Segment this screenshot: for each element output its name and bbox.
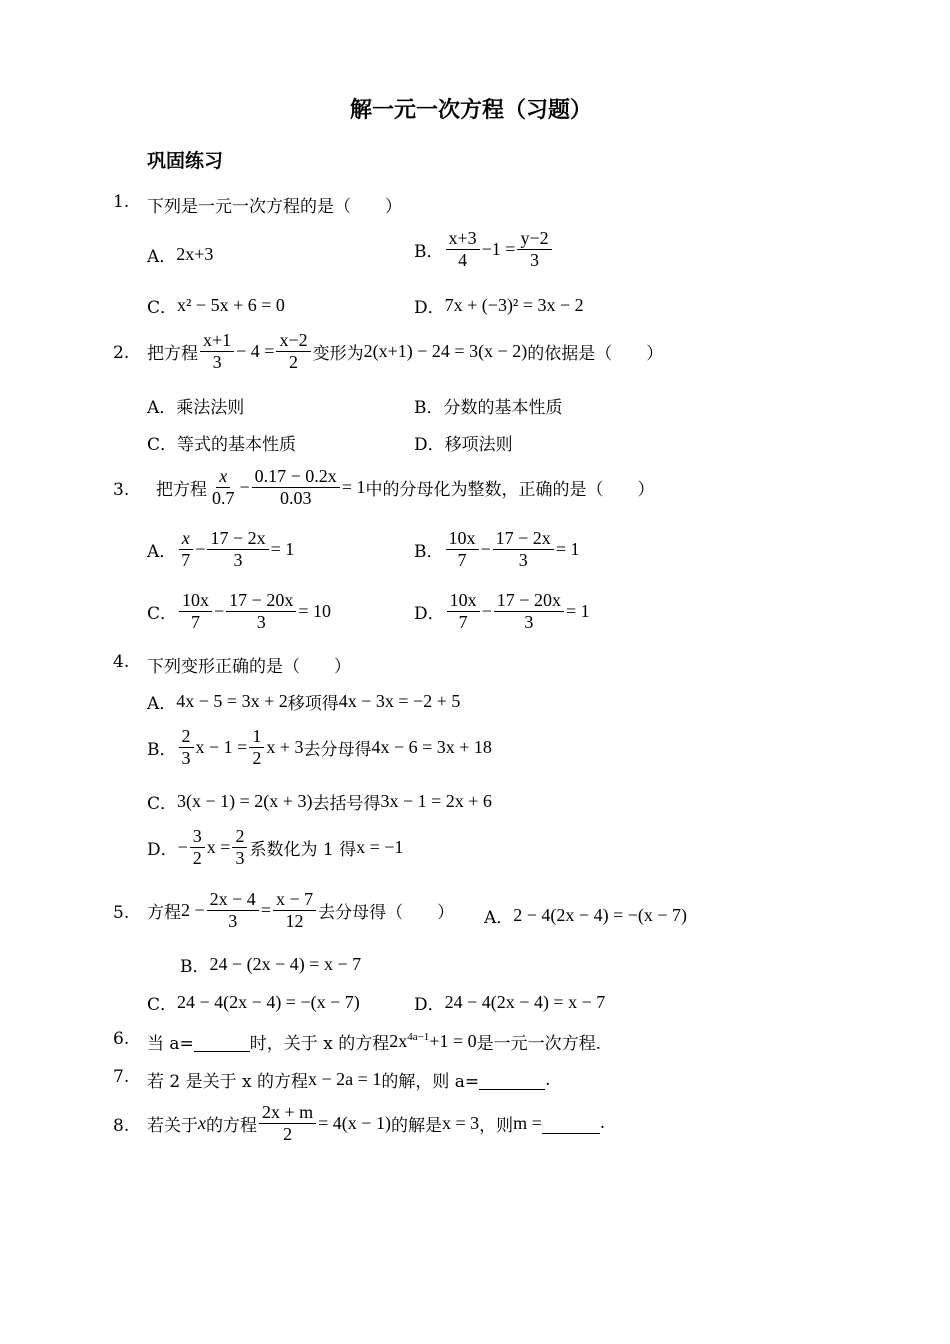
- numerator: 0.17 − 0.2x: [252, 466, 340, 488]
- question-2-number: 2.: [113, 343, 130, 363]
- question-3-option-d: [414, 590, 590, 632]
- equation: x =: [206, 836, 231, 857]
- numerator: 17 − 20x: [226, 590, 296, 612]
- equation: 3(x − 1) = 2(x + 3): [177, 791, 313, 811]
- question-5-option-a: [484, 903, 687, 928]
- operator: −: [214, 600, 225, 621]
- denominator: 7: [181, 549, 191, 570]
- variable: m =: [513, 1112, 542, 1133]
- option-label: C．: [147, 298, 178, 318]
- denominator: 3: [181, 747, 191, 768]
- answer-blank[interactable]: [542, 1113, 600, 1134]
- denominator: 3: [235, 847, 245, 868]
- operator: −: [177, 836, 188, 857]
- question-8-number: 8.: [113, 1116, 130, 1136]
- operator: = 1: [270, 538, 295, 559]
- numerator: 2: [232, 826, 247, 848]
- question-3-option-c: [147, 590, 331, 632]
- question-2-option-b: [414, 393, 563, 418]
- question-1-number: 1.: [113, 192, 130, 212]
- operator: = 1: [341, 476, 366, 497]
- numerator: 2: [179, 726, 194, 748]
- question-3-option-a: [147, 528, 294, 570]
- fraction: [179, 590, 212, 632]
- denominator: 7: [191, 611, 201, 632]
- option-label: D．: [147, 839, 178, 860]
- question-5-option-d: [414, 990, 605, 1015]
- stem-text: 把方程: [156, 479, 207, 500]
- denominator: 0.03: [279, 487, 312, 508]
- denominator: 2: [283, 1123, 293, 1144]
- question-4-option-c: [147, 789, 492, 814]
- denominator: 2: [192, 847, 202, 868]
- equation: x = 3: [441, 1112, 480, 1133]
- option-label: B．: [147, 739, 177, 760]
- stem-text: 把方程: [147, 343, 198, 364]
- equation: 3x − 1 = 2x + 6: [380, 791, 492, 811]
- fraction: [252, 466, 340, 508]
- equation: 24 − 4(2x − 4) = −(x − 7): [177, 992, 360, 1012]
- denominator: 3: [256, 611, 266, 632]
- stem-text: 若 2 是关于 x 的方程: [147, 1072, 309, 1092]
- equation: 24 − (2x − 4) = x − 7: [209, 954, 362, 974]
- equation: 4x − 6 = 3x + 18: [371, 736, 492, 757]
- question-5-stem: [147, 889, 454, 931]
- fraction: [446, 228, 480, 270]
- option-text: 乘法法则: [176, 398, 245, 418]
- question-2-option-d: [414, 430, 513, 455]
- question-6-number: 6.: [113, 1029, 130, 1049]
- denominator: 2: [252, 747, 262, 768]
- denominator: 3: [228, 910, 238, 931]
- option-label: D．: [414, 995, 445, 1015]
- option-text: 移项法则: [444, 435, 513, 455]
- equation: 4x − 3x = −2 + 5: [338, 691, 461, 711]
- fraction: [179, 726, 194, 768]
- operator: − 4 =: [236, 340, 275, 361]
- option-text: 系数化为 1 得: [249, 839, 357, 860]
- equation: 4x − 5 = 3x + 2: [176, 691, 288, 711]
- denominator: 7: [458, 611, 468, 632]
- stem-text: 的方程: [206, 1115, 257, 1136]
- stem-text: 的依据是（ ）: [527, 343, 664, 364]
- question-2-stem: [147, 330, 663, 372]
- option-label: D．: [414, 603, 445, 624]
- question-1-option-b: [414, 228, 554, 270]
- question-7-stem: [147, 1067, 551, 1092]
- denominator: 12: [285, 910, 304, 931]
- option-label: D．: [414, 435, 445, 455]
- option-expression: 2x+3: [176, 244, 214, 264]
- answer-blank[interactable]: [479, 1069, 545, 1090]
- denominator: 4: [458, 249, 468, 270]
- page-title: 解一元一次方程（习题）: [350, 98, 593, 123]
- fraction: [493, 528, 554, 570]
- question-4-option-a: [147, 689, 460, 714]
- fraction: [446, 528, 479, 570]
- question-1-option-a: [147, 242, 213, 267]
- numerator: 2x − 4: [207, 889, 259, 911]
- operator: −: [239, 476, 250, 497]
- question-4-option-b: [147, 726, 492, 768]
- option-text: 分数的基本性质: [443, 398, 563, 418]
- denominator: 3: [524, 611, 534, 632]
- option-label: A．: [484, 908, 514, 928]
- fraction: [207, 889, 259, 931]
- stem-text: 的解，则 a=: [381, 1072, 480, 1092]
- stem-text: ，则: [479, 1115, 514, 1136]
- option-label: B．: [180, 957, 210, 977]
- stem-text: .: [599, 1113, 606, 1134]
- equation: = 4(x − 1): [318, 1112, 391, 1133]
- question-3-number: 3.: [113, 480, 130, 500]
- question-1-option-c: [147, 293, 285, 318]
- option-label: C．: [147, 794, 178, 814]
- numerator: 10x: [179, 590, 212, 612]
- equation: 2 − 4(2x − 4) = −(x − 7): [513, 905, 688, 925]
- operator: −: [481, 600, 492, 621]
- section-heading: 巩固练习: [147, 150, 224, 172]
- numerator: 10x: [446, 528, 479, 550]
- operator: =: [260, 899, 271, 920]
- denominator: 2: [289, 351, 299, 372]
- numerator: x: [216, 466, 230, 488]
- fraction: [276, 330, 310, 372]
- numerator: x−2: [276, 330, 310, 352]
- numerator: x − 7: [273, 889, 316, 911]
- fraction: [190, 826, 205, 868]
- option-label: A．: [147, 694, 177, 714]
- option-label: D．: [414, 298, 445, 318]
- question-5-option-b: [180, 952, 361, 977]
- option-expression: x² − 5x + 6 = 0: [177, 295, 285, 315]
- stem-text: 的解是: [390, 1115, 442, 1136]
- question-2-option-c: [147, 430, 296, 455]
- operator: = 1: [565, 600, 590, 621]
- operator: −: [480, 538, 491, 559]
- option-text: 等式的基本性质: [177, 435, 297, 455]
- option-label: B．: [414, 541, 444, 562]
- exponent: 4a−1: [407, 1031, 430, 1043]
- answer-blank[interactable]: [194, 1031, 250, 1052]
- operator: = 1: [555, 538, 580, 559]
- stem-text: 若关于: [147, 1115, 198, 1136]
- equation: [389, 1031, 476, 1052]
- question-4-option-d: [147, 826, 403, 868]
- numerator: x+1: [200, 330, 234, 352]
- question-1-stem: 下列是一元一次方程的是（ ）: [147, 197, 402, 217]
- operator: −1 =: [481, 238, 516, 259]
- fraction: [232, 826, 247, 868]
- denominator: 3: [518, 549, 528, 570]
- option-label: A．: [147, 398, 177, 418]
- equation: 24 − 4(2x − 4) = x − 7: [444, 992, 606, 1012]
- stem-text: .: [545, 1069, 551, 1090]
- stem-text: 当 a=: [147, 1034, 194, 1054]
- numerator: 17 − 20x: [494, 590, 564, 612]
- fraction: [207, 528, 268, 570]
- option-text: 去括号得: [312, 794, 381, 814]
- question-1-option-d: [414, 293, 584, 318]
- equation: x = −1: [356, 836, 404, 857]
- equation: x + 3: [266, 736, 304, 757]
- numerator: 2x + m: [259, 1102, 316, 1124]
- question-6-stem: [147, 1029, 601, 1054]
- denominator: 3: [233, 549, 243, 570]
- fraction: [273, 889, 316, 931]
- denominator: 7: [457, 549, 467, 570]
- operator: = 10: [298, 600, 331, 621]
- operator: 2 −: [181, 899, 205, 920]
- option-expression: 7x + (−3)² = 3x − 2: [444, 295, 584, 315]
- option-text: 移项得: [287, 694, 339, 714]
- fraction: [178, 528, 193, 570]
- fraction: [259, 1102, 316, 1144]
- numerator: 17 − 2x: [207, 528, 268, 550]
- option-label: A．: [147, 247, 177, 267]
- stem-text: 变形为: [312, 343, 364, 364]
- question-4-number: 4.: [113, 652, 130, 672]
- denominator: 0.7: [212, 487, 235, 508]
- variable: x: [198, 1112, 206, 1133]
- numerator: x: [179, 528, 193, 550]
- equation: x − 1 =: [195, 736, 248, 757]
- option-label: B．: [414, 398, 444, 418]
- question-3-option-b: [414, 528, 579, 570]
- fraction: [447, 590, 480, 632]
- numerator: 10x: [447, 590, 480, 612]
- option-text: 去分母得: [303, 739, 372, 760]
- equation: 2(x+1) − 24 = 3(x − 2): [363, 340, 528, 361]
- stem-text: 去分母得（ ）: [318, 902, 455, 923]
- fraction: [249, 726, 264, 768]
- numerator: 3: [190, 826, 205, 848]
- numerator: 17 − 2x: [493, 528, 554, 550]
- stem-text: 时，关于 x 的方程: [249, 1034, 390, 1054]
- stem-text: 中的分母化为整数，正确的是（ ）: [365, 479, 655, 500]
- fraction: [517, 228, 551, 270]
- fraction: [200, 330, 234, 372]
- option-label: C．: [147, 995, 178, 1015]
- equation-rest: +1 = 0: [429, 1031, 477, 1051]
- option-label: A．: [147, 541, 177, 562]
- stem-text: 方程: [147, 902, 181, 923]
- question-8-stem: [147, 1102, 605, 1144]
- option-label: B．: [414, 241, 444, 262]
- equation: x − 2a = 1: [308, 1069, 382, 1089]
- denominator: 3: [212, 351, 222, 372]
- numerator: 1: [249, 726, 264, 748]
- question-5-number: 5.: [113, 903, 130, 923]
- question-2-option-a: [147, 393, 244, 418]
- denominator: 3: [530, 249, 540, 270]
- question-5-option-c: [147, 990, 360, 1015]
- fraction: [209, 466, 238, 508]
- question-3-stem: [156, 466, 654, 508]
- operator: −: [195, 538, 206, 559]
- question-4-stem: 下列变形正确的是（ ）: [147, 657, 351, 677]
- numerator: x+3: [446, 228, 480, 250]
- stem-text: 是一元一次方程.: [476, 1034, 602, 1054]
- fraction: [494, 590, 564, 632]
- option-label: C．: [147, 603, 178, 624]
- question-7-number: 7.: [113, 1067, 130, 1087]
- equation-base: 2x: [389, 1031, 408, 1051]
- option-label: C．: [147, 435, 178, 455]
- numerator: y−2: [517, 228, 551, 250]
- fraction: [226, 590, 296, 632]
